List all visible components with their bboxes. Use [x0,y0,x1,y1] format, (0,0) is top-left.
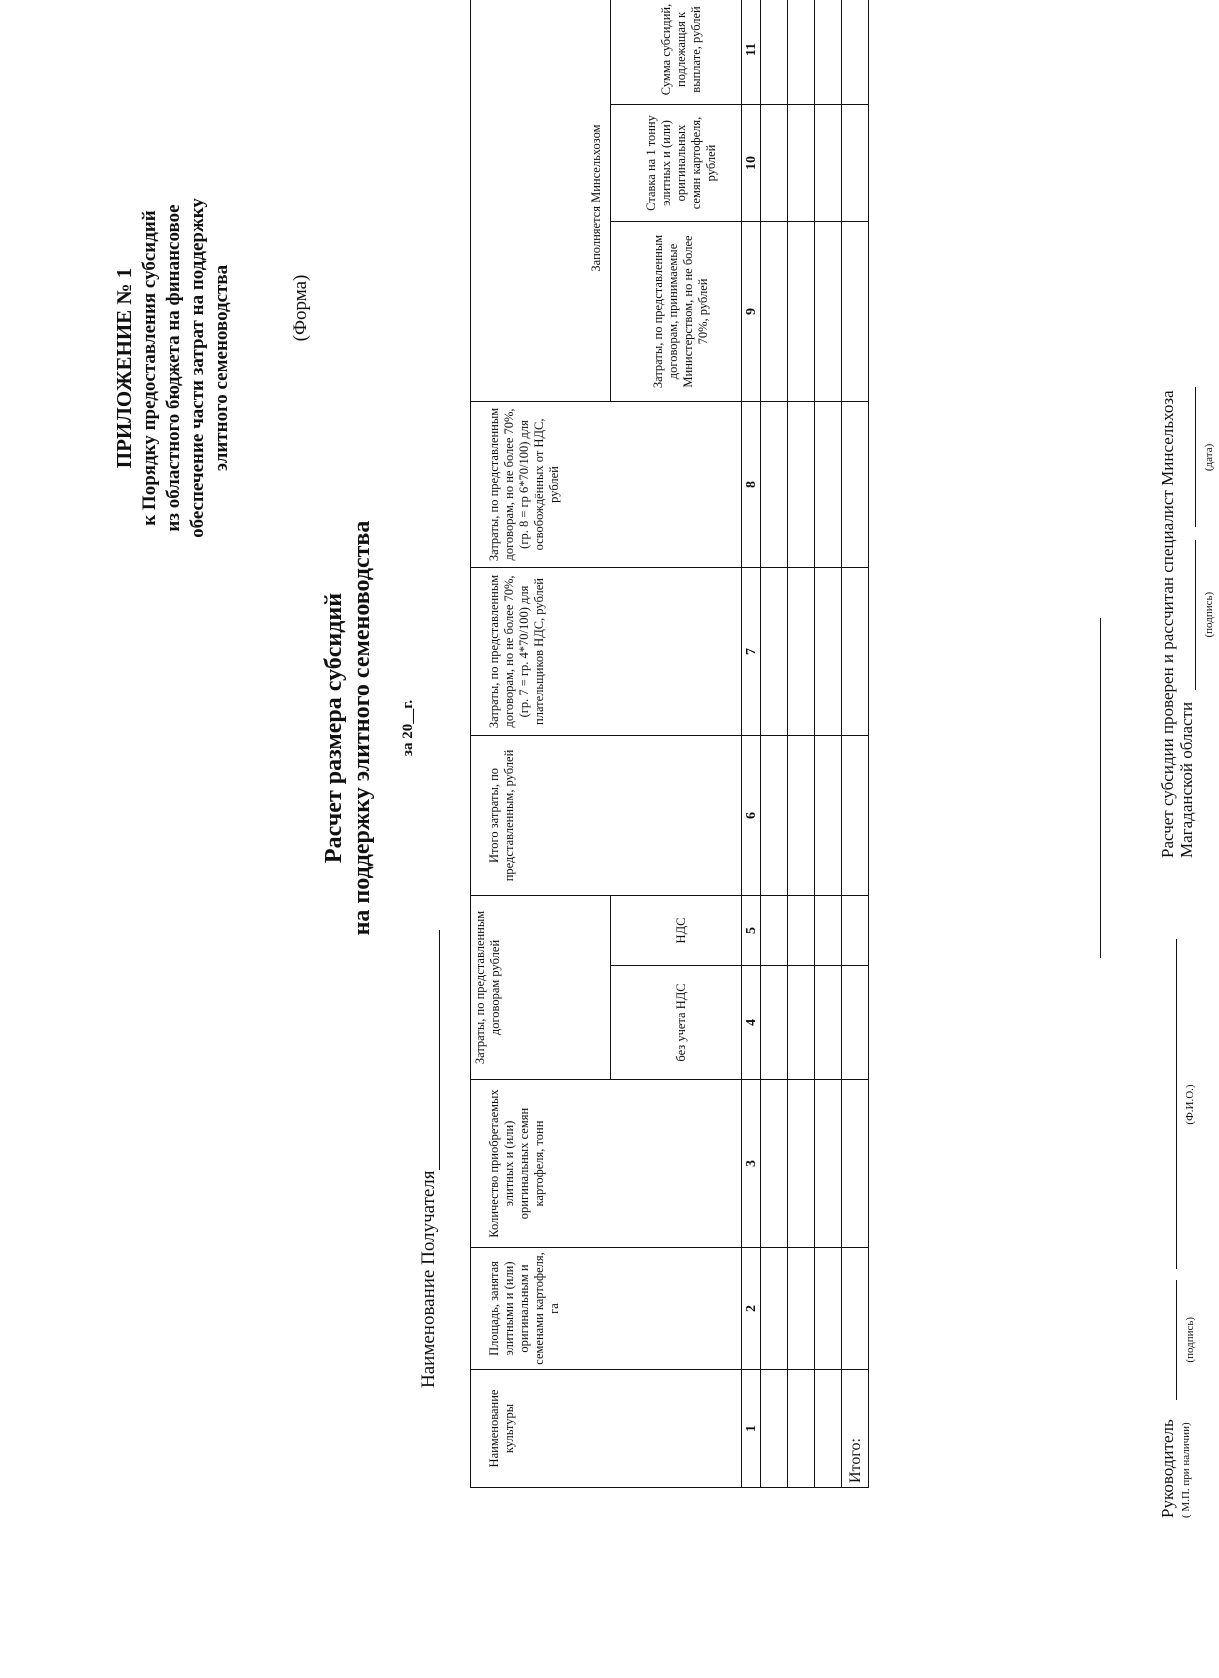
table-cell[interactable] [815,104,842,221]
column-number: 7 [742,567,761,735]
table-cell[interactable] [815,221,842,401]
header-contract-costs: Затраты, по представленным договорам рублей [471,895,611,1079]
title-line-2: на поддержку элитного семеноводства [349,520,375,936]
table-cell[interactable] [788,966,815,1080]
header-area: Площадь, занятая элитными и (или) оригинальным и семенами картофеля, га [471,1248,742,1370]
table-cell[interactable] [842,735,869,895]
table-cell[interactable] [761,0,788,104]
manager-signature-slot[interactable] [1158,1280,1200,1400]
table-cell[interactable] [788,401,815,567]
appendix-line: к Порядку предоставления субсидий [139,210,160,526]
verification-region: Магаданской области [1177,701,1196,858]
table-cell[interactable] [815,567,842,735]
appendix-line: обеспечение части затрат на поддержку [187,198,208,538]
verification-block [1158,98,1219,858]
table-cell[interactable] [761,1248,788,1370]
recipient-name-field [418,988,440,1388]
signature-line [1158,1280,1177,1400]
recipient-fill-line [422,930,440,1170]
column-number: 9 [742,221,761,401]
table-cell[interactable] [842,1248,869,1370]
column-number: 11 [742,0,761,104]
table-cell[interactable] [788,735,815,895]
header-vat: НДС [611,895,742,965]
appendix-line: элитного семеноводства [211,264,232,472]
table-cell[interactable] [788,1248,815,1370]
header-crop-name: Наименование культуры [471,1370,742,1488]
table-cell[interactable] [842,221,869,401]
table-row [761,0,788,1488]
signature-caption: (подпись) [1184,1316,1196,1363]
column-number: 4 [742,966,761,1080]
verification-signature-slot[interactable] [1177,540,1219,690]
column-number: 8 [742,401,761,567]
column-number: 10 [742,104,761,221]
header-quantity: Количество приобретаемых элитных и (или) оригинальных семян картофеля, тонн [471,1080,742,1248]
table-row [815,0,842,1488]
table-cell[interactable] [815,966,842,1080]
header-costs-vat-payers: Затраты, по представленным договорам, но не более 70%, (гр. 7 = гр. 4*70/100) для плательщиков НДС, рублей [471,567,742,735]
header-costs-vat-exempt: Затраты, по представленным договорам, но не более 70%, (гр. 8 = гр 6*70/100) для освобождённых от НДС, рублей [471,401,742,567]
table-cell[interactable] [842,966,869,1080]
table-cell[interactable] [761,567,788,735]
header-subsidy-amount: Сумма субсидий, подлежащая к выплате, рублей [611,0,742,104]
table-cell[interactable] [761,735,788,895]
name-caption: (Ф.И.О.) [1184,1084,1196,1125]
stamp-note: ( М.П. при наличии) [1180,1422,1192,1518]
appendix-heading: ПРИЛОЖЕНИЕ № 1 [112,267,136,469]
header-without-vat: без учета НДС [611,966,742,1080]
verification-text: Расчет субсидии проверен и рассчитан специалист Минсельхоза [1158,390,1177,858]
table-cell[interactable] [761,966,788,1080]
table-row [788,0,815,1488]
table-cell[interactable] [842,895,869,965]
header-rate-per-ton: Ставка на 1 тонну элитных и (или) оригинальных семян картофеля, рублей [611,104,742,221]
table-cell[interactable] [815,1080,842,1248]
date-line [1177,387,1196,527]
signature-caption: (подпись) [1203,591,1215,638]
title-line-1: Расчет размера субсидий [321,592,347,864]
header-ministry-section: Заполняется Минсельхозом [471,0,611,401]
table-cell[interactable] [788,0,815,104]
header-accepted-costs: Затраты, по представленным договорам, принимаемые Министерством, но не более 70%, рублей [611,221,742,401]
manager-label: Руководитель [1158,1419,1177,1518]
table-cell[interactable] [815,895,842,965]
column-number: 3 [742,1080,761,1248]
table-cell[interactable] [842,1080,869,1248]
total-row [842,0,869,1488]
table-cell[interactable] [842,401,869,567]
table-cell[interactable] [815,735,842,895]
table-cell[interactable] [842,567,869,735]
blank-underline [1100,618,1101,958]
manager-signature-block [1158,818,1200,1518]
table-cell[interactable] [815,1248,842,1370]
verification-date-slot[interactable] [1177,387,1219,527]
table-cell[interactable] [761,1370,788,1488]
document-title [320,398,376,1058]
table-cell[interactable] [815,1370,842,1488]
table-cell[interactable] [815,401,842,567]
table-cell[interactable] [761,1080,788,1248]
form-label: (Форма) [290,274,311,342]
table-cell[interactable] [788,221,815,401]
column-number: 5 [742,895,761,965]
recipient-label: Наименование Получателя [418,1170,439,1388]
table-cell[interactable] [761,401,788,567]
name-line [1158,940,1177,1270]
table-cell[interactable] [761,895,788,965]
reporting-period: за 20__г. [400,699,416,757]
manager-name-slot[interactable] [1158,940,1200,1270]
column-number: 6 [742,735,761,895]
date-caption: (дата) [1203,443,1215,472]
table-cell[interactable] [788,567,815,735]
table-cell[interactable] [842,0,869,104]
table-cell[interactable] [788,895,815,965]
table-cell[interactable] [788,1080,815,1248]
column-number: 1 [742,1370,761,1488]
table-cell[interactable] [788,1370,815,1488]
table-cell[interactable] [761,104,788,221]
table-cell[interactable] [788,104,815,221]
appendix-line: из областного бюджета на финансовое [163,204,184,532]
column-number: 2 [742,1248,761,1370]
table-cell[interactable] [761,221,788,401]
appendix-header [112,158,234,578]
table-cell[interactable] [842,104,869,221]
table-cell[interactable] [815,0,842,104]
header-total-costs: Итого затраты, по представленным, рублей [471,735,742,895]
subsidy-table [470,0,869,1488]
total-label: Итого: [842,1370,869,1488]
signature-line [1177,540,1196,690]
